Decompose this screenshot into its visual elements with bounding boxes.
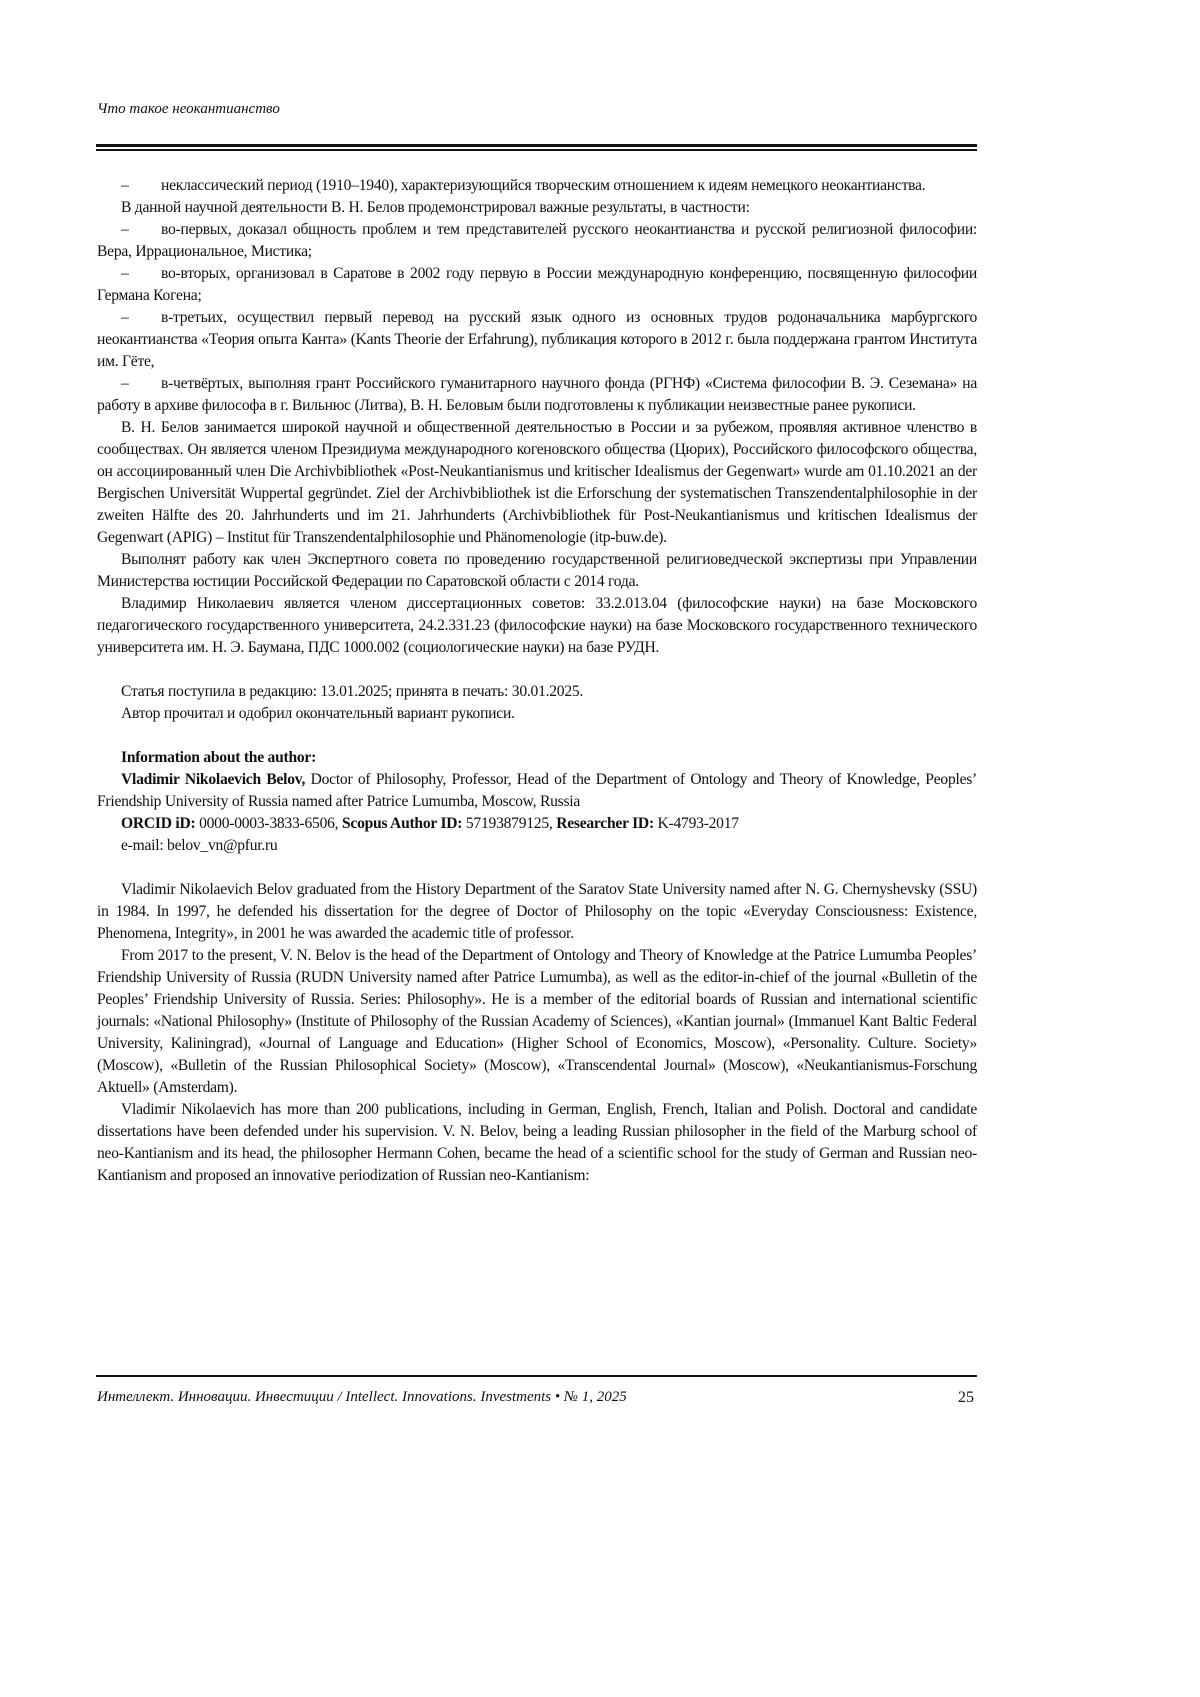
paragraph: From 2017 to the present, V. N. Belov is the head of the Department of Ontology and Theory of Knowledge at the Patrice Lumumba Peoples’ Friendship University of Russia (RUDN University named after Patrice Lumumba), as well as the editor-in-chief of the journal «Bulletin of the Peoples’ Friendship University of Russia. Series: Philosophy». He is a member of the editorial boards of Russian and international scientific journals: «National Philosophy» (Institute of Philosophy of the Russian Academy of Sciences), «Kantian journal» (Immanuel Kant Baltic Federal University, Kaliningrad), «Journal of Language and Education» (Higher School of Economics, Moscow), «Personality. Culture. Society» (Moscow), «Bulletin of the Russian Philosophical Society» (Moscow), «Transcendental Journal» (Moscow), «Neukantianismus-Forschung Aktuell» (Amsterdam). bbox=[97, 945, 977, 1099]
footer-rule bbox=[96, 1375, 977, 1377]
approval-note: Автор прочитал и одобрил окончательный вариант рукописи. bbox=[97, 703, 977, 725]
paragraph: В. Н. Белов занимается широкой научной и общественной деятельностью в России и за рубежом, проявляя активное членство в сообществах. Он является членом Президиума международного когеновского общества (Цюрих), Российского философского общества, он ассоциированный член Die Archivbibliothek «Post-Neukantianismus und kritischer Idealismus der Gegenwart» wurde am 01.10.2021 an der Bergischen Universität Wuppertal gegründet. Ziel der Archivbibliothek ist die Erforschung der systematischen Transzendentalphilosophie in der zweiten Hälfte des 20. Jahrhunderts und im 21. Jahrhunderts (Archivbibliothek für Post-Neukantianismus und kritischen Idealismus der Gegenwart (APIG) – Institut für Transzendentalphilosophie und Phänomenologie (itp-buw.de). bbox=[97, 417, 977, 549]
header-rule bbox=[96, 144, 977, 147]
running-title: Что такое неокантианство bbox=[97, 101, 280, 118]
header-rule-thin bbox=[96, 149, 977, 151]
list-item: – во-первых, доказал общность проблем и тем представителей русского неокантианства и русской религиозной философии: Вера, Иррациональное, Мистика; bbox=[97, 219, 977, 263]
author-affiliation: Vladimir Nikolaevich Belov, Doctor of Philosophy, Professor, Head of the Department of Ontology and Theory of Knowledge, Peoples’ Friendship University of Russia named after Patrice Lumumba, Moscow, Russia bbox=[97, 769, 977, 813]
paragraph: В данной научной деятельности В. Н. Белов продемонстрировал важные результаты, в частности: bbox=[97, 197, 977, 219]
author-email: e-mail: belov_vn@pfur.ru bbox=[97, 835, 977, 857]
journal-footer: Интеллект. Инновации. Инвестиции / Intellect. Innovations. Investments • № 1, 2025 bbox=[97, 1389, 627, 1406]
list-item: – в-четвёртых, выполняя грант Российского гуманитарного научного фонда (РГНФ) «Система философии В. Э. Сеземана» на работу в архиве философа в г. Вильнюс (Литва), В. Н. Беловым были подготовлены к публикации неизвестные ранее рукописи. bbox=[97, 373, 977, 417]
list-item: – неклассический период (1910–1940), характеризующийся творческим отношением к идеям немецкого неокантианства. bbox=[97, 175, 977, 197]
author-ids: ORCID iD: 0000-0003-3833-6506, Scopus Author ID: 57193879125, Researcher ID: K-4793-2017 bbox=[97, 813, 977, 835]
list-item: – во-вторых, организовал в Саратове в 2002 году первую в России международную конференцию, посвященную философии Германа Когена; bbox=[97, 263, 977, 307]
paragraph: Выполнят работу как член Экспертного совета по проведению государственной религиоведческой экспертизы при Управлении Министерства юстиции Российской Федерации по Саратовской области с 2014 года. bbox=[97, 549, 977, 593]
paragraph: Владимир Николаевич является членом диссертационных советов: 33.2.013.04 (философские науки) на базе Московского педагогического государственного университета, 24.2.331.23 (философские науки) на базе Московского государственного технического университета им. Н. Э. Баумана, ПДС 1000.002 (социологические науки) на базе РУДН. bbox=[97, 593, 977, 659]
received-dates: Статья поступила в редакцию: 13.01.2025; принята в печать: 30.01.2025. bbox=[97, 681, 977, 703]
article-body bbox=[97, 175, 977, 1187]
paragraph: Vladimir Nikolaevich Belov graduated from the History Department of the Saratov State University named after N. G. Chernyshevsky (SSU) in 1984. In 1997, he defended his dissertation for the degree of Doctor of Philosophy on the topic «Everyday Consciousness: Existence, Phenomena, Integrity», in 2001 he was awarded the academic title of professor. bbox=[97, 879, 977, 945]
page-number: 25 bbox=[958, 1389, 974, 1407]
paragraph: Vladimir Nikolaevich has more than 200 publications, including in German, English, French, Italian and Polish. Doctoral and candidate dissertations have been defended under his supervision. V. N. Belov, being a leading Russian philosopher in the field of the Marburg school of neo-Kantianism and its head, the philosopher Hermann Cohen, became the head of a scientific school for the study of German and Russian neo-Kantianism and proposed an innovative periodization of Russian neo-Kantianism: bbox=[97, 1099, 977, 1187]
list-item: – в-третьих, осуществил первый перевод на русский язык одного из основных трудов родоначальника марбургского неокантианства «Теория опыта Канта» (Kants Theorie der Erfahrung), публикация которого в 2012 г. была поддержана грантом Института им. Гёте, bbox=[97, 307, 977, 373]
author-info-heading: Information about the author: bbox=[97, 747, 977, 769]
